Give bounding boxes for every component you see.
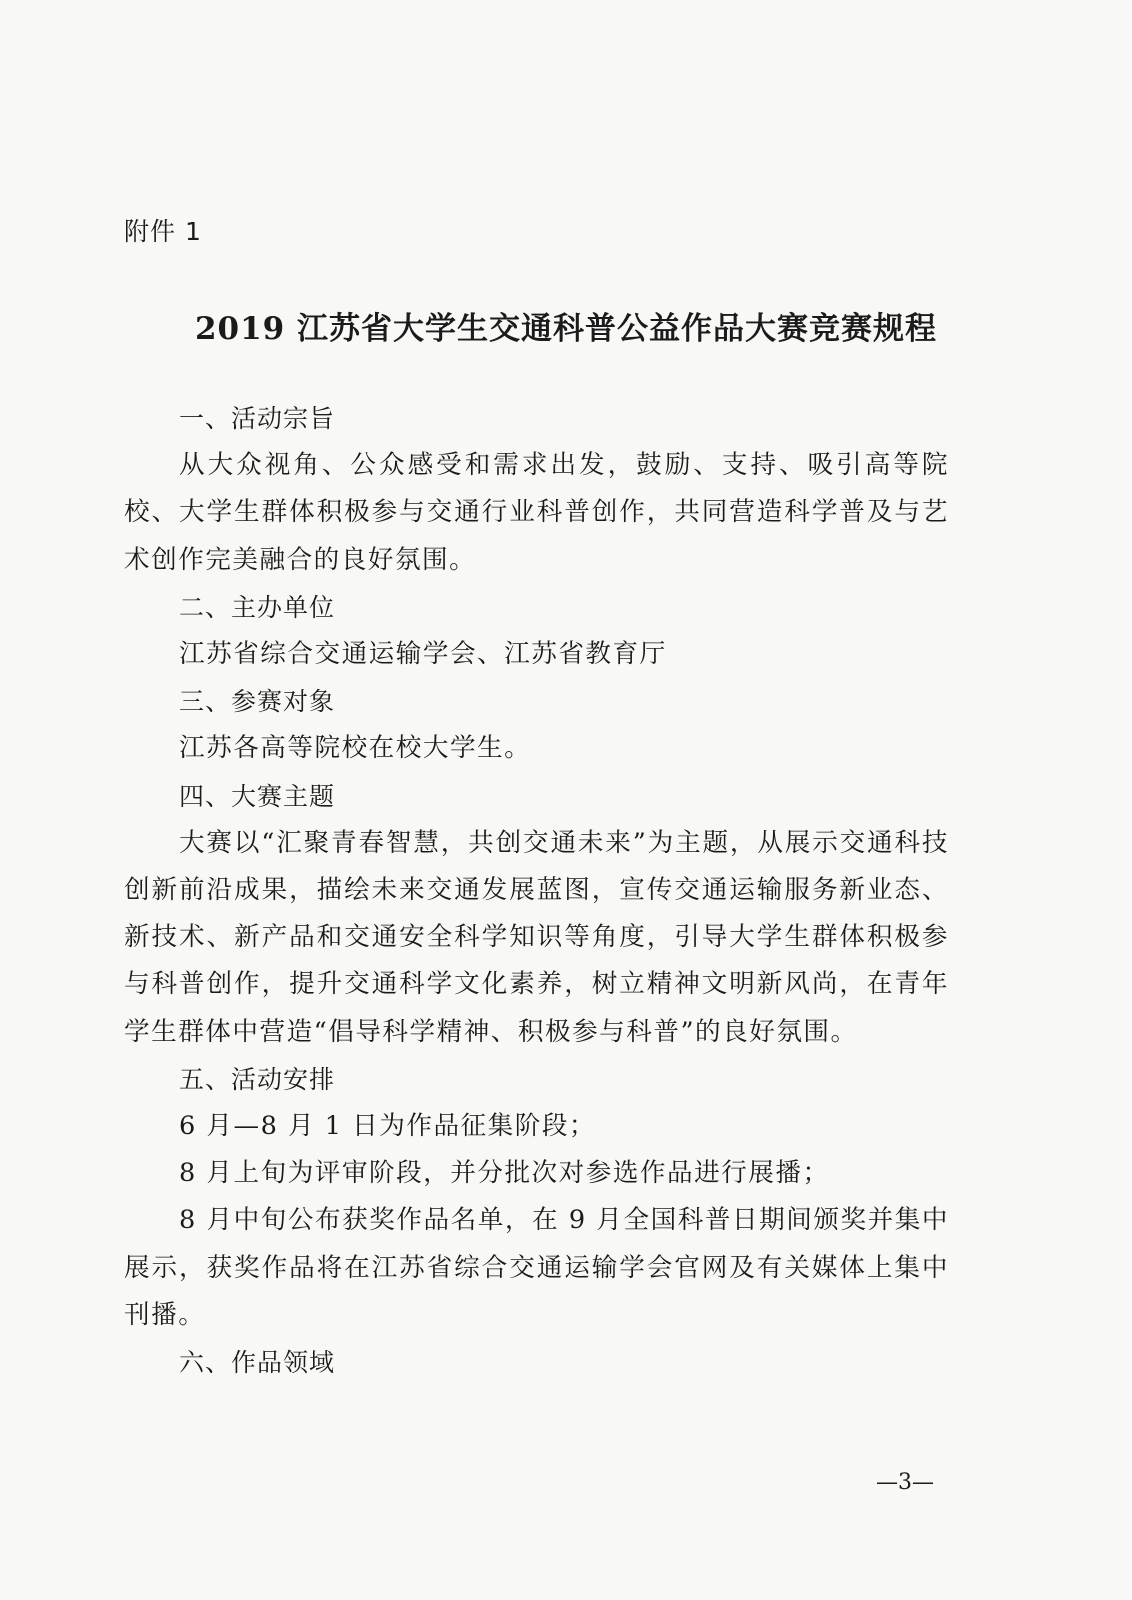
- section-heading: 三、参赛对象: [179, 687, 336, 717]
- paragraph: 江苏各高等院校在校大学生。: [179, 733, 532, 764]
- section-heading: 六、作品领域: [179, 1348, 336, 1378]
- page-number: —3—: [876, 1470, 934, 1495]
- paragraph: 8 月中旬公布获奖作品名单，在 9 月全国科普日期间颁奖并集中展示，获奖作品将在江苏省综合交通运输学会官网及有关媒体上集中刊播。: [124, 1205, 949, 1330]
- section-heading: 五、活动安排: [179, 1064, 336, 1094]
- section-heading: 二、主办单位: [179, 592, 336, 622]
- paragraph: 8 月上旬为评审阶段，并分批次对参选作品进行展播；: [179, 1158, 830, 1189]
- document-title: 2019 江苏省大学生交通科普公益作品大赛竞赛规程: [194, 311, 938, 347]
- paragraph: 从大众视角、公众感受和需求出发，鼓励、支持、吸引高等院校、大学生群体积极参与交通行业科普创作，共同营造科学普及与艺术创作完美融合的良好氛围。: [124, 450, 949, 575]
- document-body: [124, 395, 949, 1386]
- attachment-label: 附件 1: [124, 217, 202, 246]
- paragraph: 大赛以“汇聚青春智慧，共创交通未来”为主题，从展示交通科技创新前沿成果，描绘未来交通发展蓝图，宣传交通运输服务新业态、新技术、新产品和交通安全科学知识等角度，引导大学生群体积极参与科普创作，提升交通科学文化素养，树立精神文明新风尚，在青年学生群体中营造“倡导科学精神、积极参与科普”的良好氛围。: [124, 827, 949, 1047]
- paragraph: 6 月—8 月 1 日为作品征集阶段；: [179, 1111, 597, 1142]
- paragraph: 江苏省综合交通运输学会、江苏省教育厅: [179, 639, 667, 670]
- section-heading: 一、活动宗旨: [179, 404, 336, 433]
- section-heading: 四、大赛主题: [179, 781, 336, 811]
